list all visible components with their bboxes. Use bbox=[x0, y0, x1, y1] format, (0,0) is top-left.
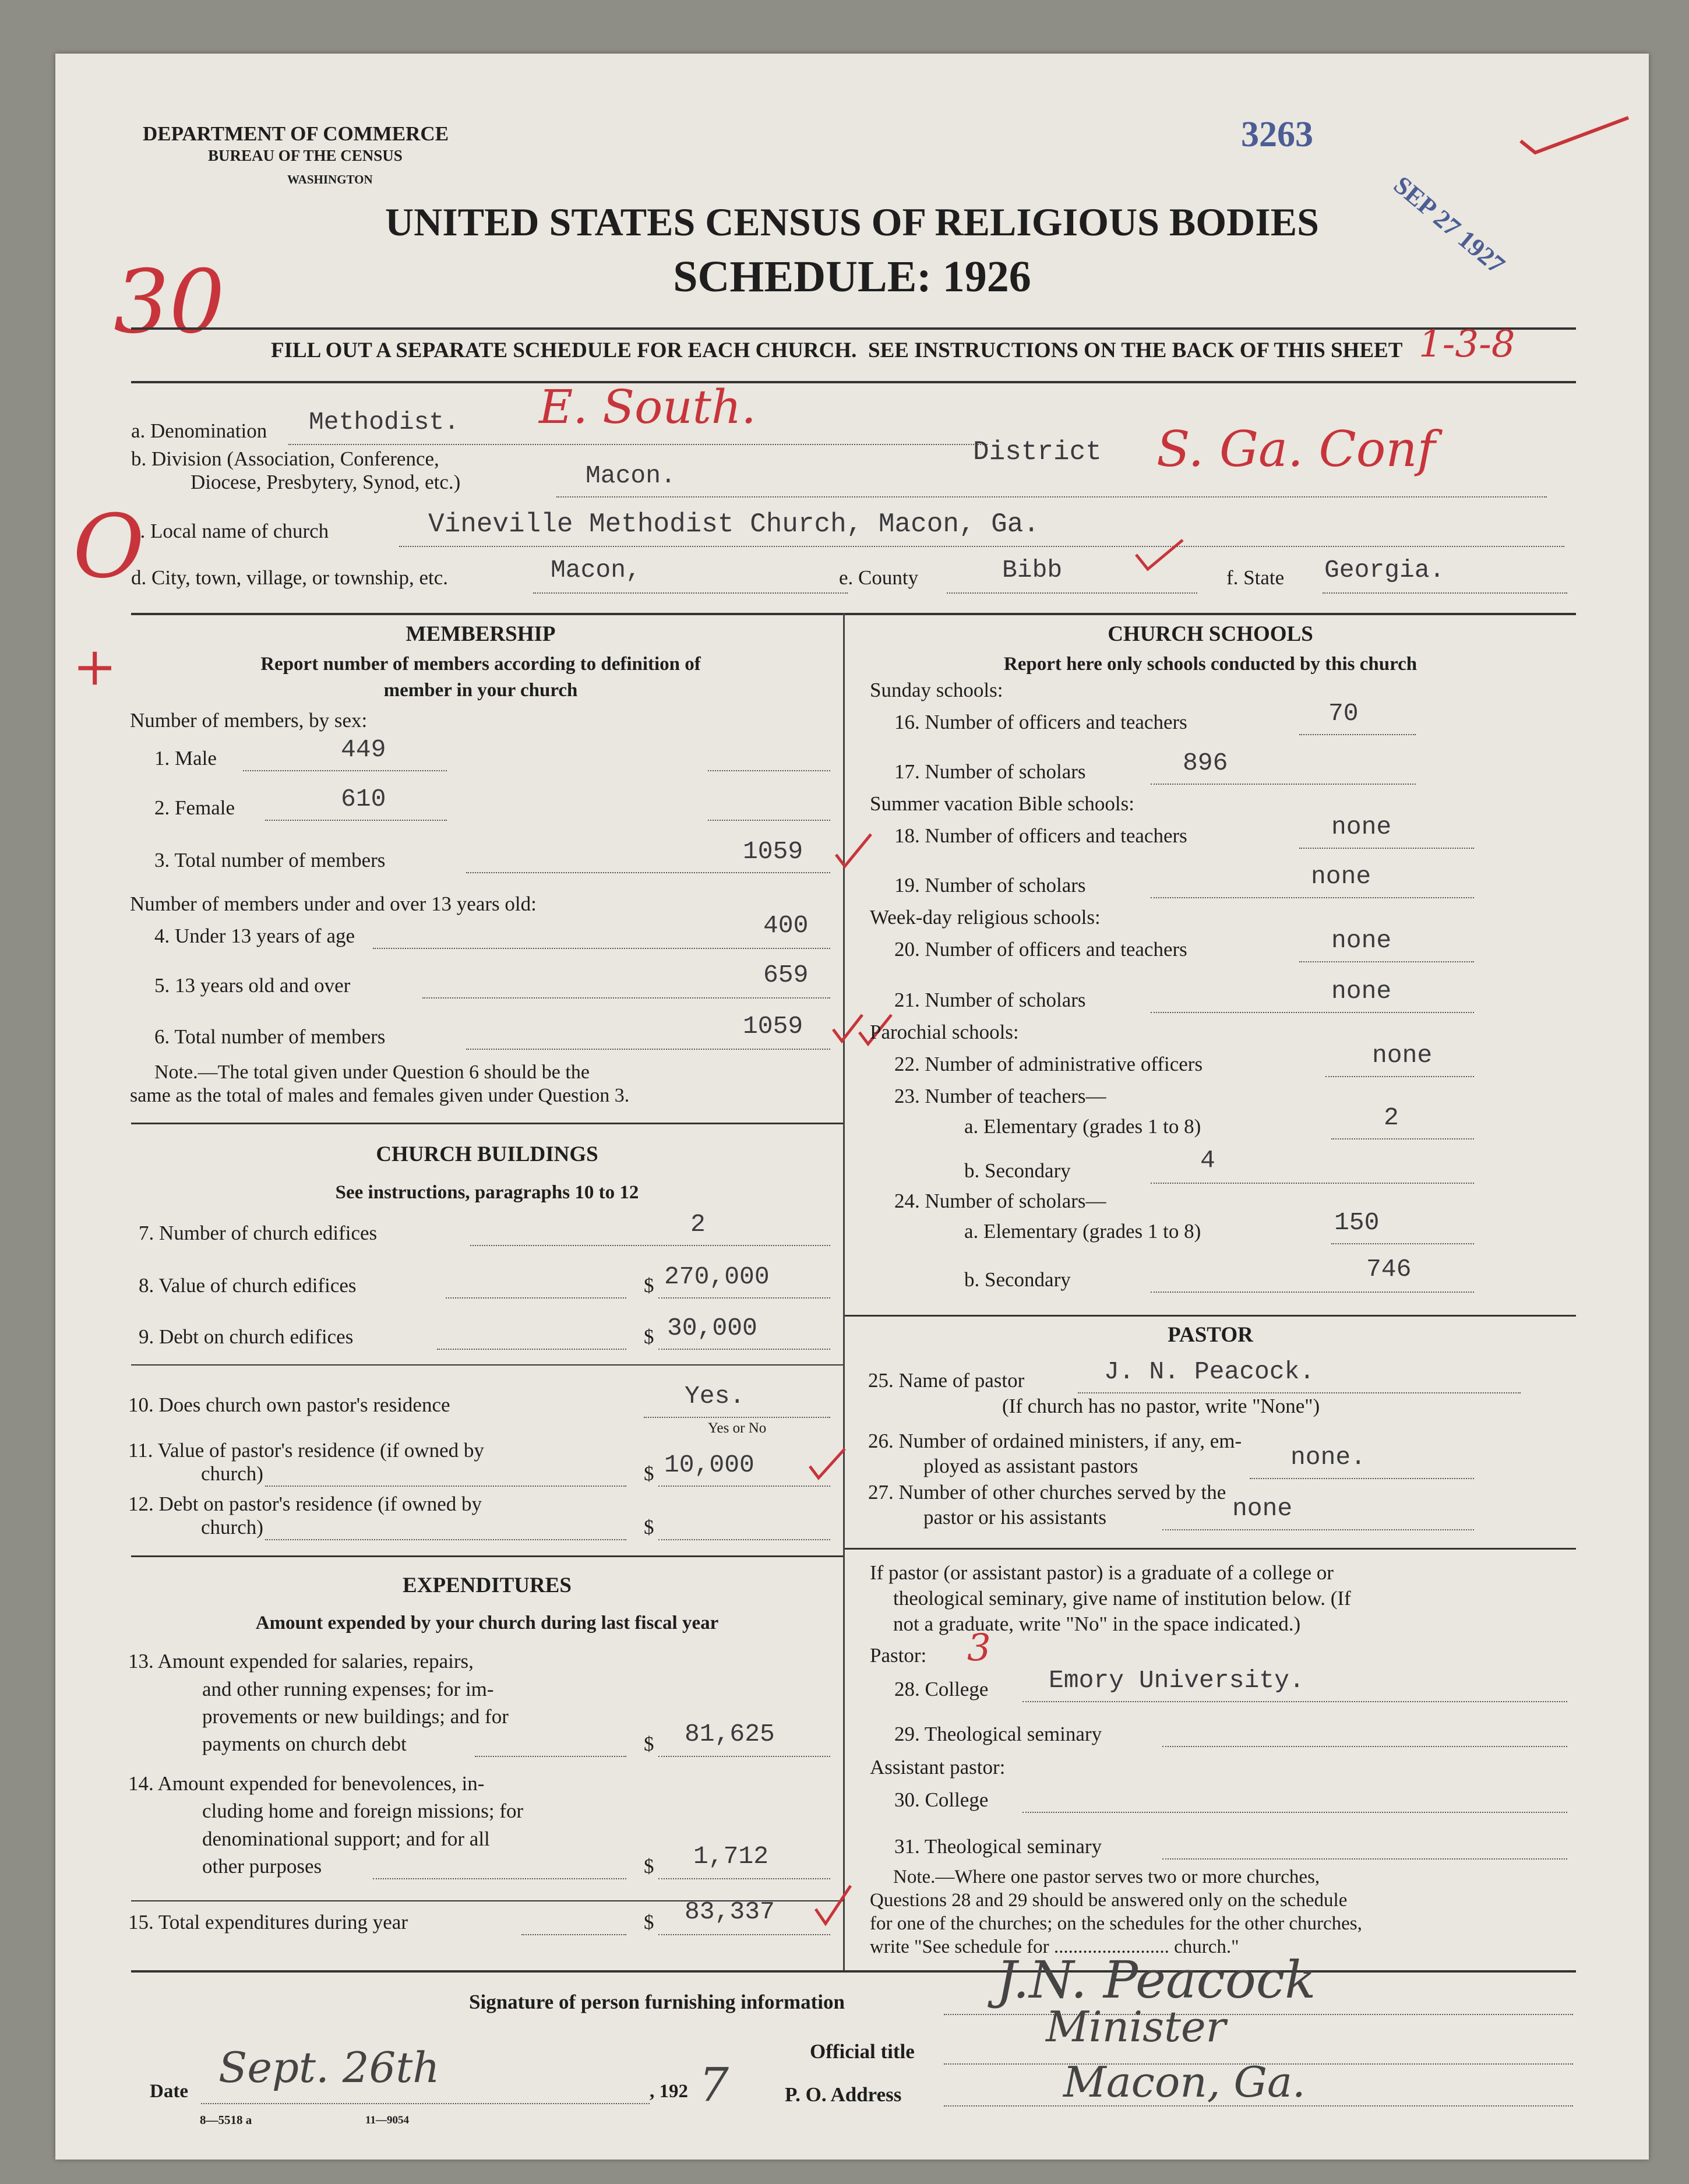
q25-label: 25. Name of pastor bbox=[868, 1369, 1025, 1392]
bureau-label: BUREAU OF THE CENSUS bbox=[208, 147, 403, 164]
q14-line-3: denominational support; and for all bbox=[202, 1827, 490, 1850]
q25-line bbox=[1078, 1392, 1521, 1393]
q13-line-4: payments on church debt bbox=[202, 1733, 407, 1755]
q18-label: 18. Number of officers and teachers bbox=[894, 824, 1187, 847]
division-label-2: Diocese, Presbytery, Synod, etc.) bbox=[191, 471, 461, 493]
q19-label: 19. Number of scholars bbox=[894, 874, 1086, 897]
q8-label: 8. Value of church edifices bbox=[139, 1274, 357, 1297]
q30-label: 30. College bbox=[894, 1788, 989, 1811]
q14-line bbox=[373, 1878, 626, 1879]
q27-line bbox=[1162, 1529, 1474, 1530]
q24a-label: a. Elementary (grades 1 to 8) bbox=[964, 1220, 1201, 1243]
q5-label: 5. 13 years old and over bbox=[154, 974, 351, 997]
county-line bbox=[947, 592, 1197, 594]
q12-line bbox=[265, 1539, 626, 1540]
q3-value: 1059 bbox=[743, 837, 803, 866]
county-value: Bibb bbox=[1002, 556, 1063, 584]
denomination-handwritten: E. South. bbox=[539, 380, 756, 434]
denomination-value: Methodist. bbox=[309, 408, 460, 436]
division-value: Macon. bbox=[586, 461, 676, 490]
q11-check-icon bbox=[807, 1446, 848, 1487]
q12-amount-line bbox=[658, 1539, 830, 1540]
q23b-line bbox=[1151, 1183, 1474, 1184]
district-value: District bbox=[973, 437, 1102, 467]
q23a-value: 2 bbox=[1384, 1103, 1399, 1132]
buildings-sub: See instructions, paragraphs 10 to 12 bbox=[335, 1182, 639, 1203]
q9-value: 30,000 bbox=[667, 1314, 757, 1342]
q16-label: 16. Number of officers and teachers bbox=[894, 711, 1187, 733]
q6-value: 1059 bbox=[743, 1012, 803, 1040]
print-number: 11—9054 bbox=[365, 2114, 409, 2126]
q11-label-1: 11. Value of pastor's residence (if owned by bbox=[128, 1439, 484, 1462]
q11-amount-line bbox=[658, 1486, 830, 1487]
pastor-note-1: Note.—Where one pastor serves two or more churches, bbox=[893, 1867, 1320, 1887]
signature-line bbox=[944, 2014, 1573, 2015]
q3-line bbox=[466, 872, 830, 873]
q24a-line bbox=[1331, 1243, 1474, 1244]
q13-line bbox=[475, 1756, 626, 1757]
form-title: UNITED STATES CENSUS OF RELIGIOUS BODIES bbox=[385, 200, 1319, 244]
pastor-handwritten-mark: 3 bbox=[967, 1626, 991, 1670]
q24a-value: 150 bbox=[1334, 1208, 1380, 1237]
handwritten-30: 30 bbox=[114, 252, 225, 353]
pastor-rule-1 bbox=[845, 1548, 1576, 1550]
buildings-rule-1 bbox=[131, 1364, 843, 1366]
see-instructions-note: SEE INSTRUCTIONS ON THE BACK OF THIS SHEET bbox=[868, 338, 1403, 362]
q25-hint: (If church has no pastor, write "None") bbox=[1002, 1395, 1320, 1417]
q20-line bbox=[1299, 961, 1474, 962]
q1-label: 1. Male bbox=[154, 747, 217, 770]
q16-value: 70 bbox=[1328, 699, 1359, 728]
q24-label: 24. Number of scholars— bbox=[894, 1190, 1106, 1212]
q27-value: none bbox=[1232, 1494, 1293, 1523]
q14-line-1: 14. Amount expended for benevolences, in- bbox=[128, 1772, 485, 1795]
form-number: 8—5518 a bbox=[200, 2113, 252, 2127]
q23b-label: b. Secondary bbox=[964, 1159, 1071, 1182]
date-value: Sept. 26th bbox=[218, 2043, 440, 2092]
q18-line bbox=[1299, 848, 1474, 849]
q21-label: 21. Number of scholars bbox=[894, 989, 1086, 1011]
census-form bbox=[55, 54, 1649, 2160]
q1-value: 449 bbox=[341, 735, 386, 764]
q11-value: 10,000 bbox=[664, 1451, 754, 1479]
po-address-value: Macon, Ga. bbox=[1063, 2058, 1306, 2107]
pastor-note-4: write "See schedule for ........................ church." bbox=[870, 1936, 1239, 1957]
q1-total-line bbox=[708, 770, 830, 771]
church-name-label: c. Local name of church bbox=[131, 520, 329, 542]
q2-total-line bbox=[708, 820, 830, 821]
q20-value: none bbox=[1331, 926, 1392, 955]
q29-label: 29. Theological seminary bbox=[894, 1723, 1102, 1745]
denomination-line bbox=[288, 444, 988, 445]
q8-line bbox=[446, 1297, 626, 1299]
q7-value: 2 bbox=[690, 1210, 706, 1239]
q13-line-2: and other running expenses; for im- bbox=[202, 1678, 494, 1700]
q17-line bbox=[1151, 784, 1416, 785]
q10-line bbox=[644, 1417, 830, 1418]
po-address-label: P. O. Address bbox=[785, 2083, 902, 2106]
q13-line-3: provements or new buildings; and for bbox=[202, 1705, 509, 1728]
q15-check-icon bbox=[813, 1883, 854, 1929]
q21-value: none bbox=[1331, 977, 1392, 1005]
q15-label: 15. Total expenditures during year bbox=[128, 1911, 408, 1934]
assistant-pastor-label: Assistant pastor: bbox=[870, 1756, 1006, 1779]
q6-line bbox=[466, 1049, 830, 1050]
signature-label: Signature of person furnishing information bbox=[469, 1991, 845, 2013]
q30-line bbox=[1022, 1812, 1567, 1813]
q26-line bbox=[1250, 1478, 1474, 1479]
city-label: d. City, town, village, or township, etc. bbox=[131, 566, 449, 589]
q9-line bbox=[437, 1349, 626, 1350]
state-line bbox=[1323, 592, 1567, 594]
q23a-line bbox=[1331, 1138, 1474, 1139]
city-label: WASHINGTON bbox=[287, 172, 373, 186]
state-value: Georgia. bbox=[1324, 556, 1445, 584]
q15-line bbox=[521, 1934, 626, 1935]
parochial-schools-label: Parochial schools: bbox=[870, 1021, 1019, 1043]
official-title-label: Official title bbox=[810, 2040, 915, 2063]
q8-amount-line bbox=[658, 1297, 830, 1299]
q13-amount-line bbox=[658, 1756, 830, 1757]
received-date-stamp: SEP 27 1927 bbox=[1388, 170, 1511, 280]
graduate-note-3: not a graduate, write "No" in the space indicated.) bbox=[893, 1613, 1301, 1635]
handwritten-margin-mark: O bbox=[73, 496, 144, 598]
q9-dollar: $ bbox=[644, 1325, 654, 1348]
q13-value: 81,625 bbox=[685, 1720, 775, 1748]
state-label: f. State bbox=[1226, 566, 1285, 589]
q4-value: 400 bbox=[763, 911, 809, 940]
q26-label-1: 26. Number of ordained ministers, if any, em- bbox=[868, 1430, 1242, 1452]
section-rule bbox=[131, 613, 1576, 615]
county-check-icon bbox=[1133, 537, 1186, 578]
q25-value: J. N. Peacock. bbox=[1104, 1357, 1315, 1386]
q26-label-2: ployed as assistant pastors bbox=[923, 1455, 1138, 1477]
q28-value: Emory University. bbox=[1049, 1666, 1304, 1695]
department-label: DEPARTMENT OF COMMERCE bbox=[143, 122, 449, 145]
q26-value: none. bbox=[1290, 1443, 1366, 1472]
q4-label: 4. Under 13 years of age bbox=[154, 925, 355, 947]
q11-line bbox=[265, 1486, 626, 1487]
schools-sub: Report here only schools conducted by this church bbox=[1003, 654, 1418, 675]
schools-heading: CHURCH SCHOOLS bbox=[1108, 622, 1313, 646]
members-by-sex-label: Number of members, by sex: bbox=[130, 709, 368, 732]
q23-label: 23. Number of teachers— bbox=[894, 1085, 1106, 1107]
q11-label-2: church) bbox=[201, 1462, 263, 1485]
pastor-heading: PASTOR bbox=[1168, 1323, 1253, 1347]
q4-line bbox=[373, 948, 830, 949]
q12-dollar: $ bbox=[644, 1516, 654, 1539]
schedule-title: SCHEDULE: 1926 bbox=[673, 252, 1031, 301]
q31-line bbox=[1162, 1858, 1567, 1860]
q19-line bbox=[1151, 897, 1474, 898]
city-line bbox=[533, 592, 848, 594]
q28-label: 28. College bbox=[894, 1678, 989, 1700]
q3-label: 3. Total number of members bbox=[154, 849, 386, 872]
q31-label: 31. Theological seminary bbox=[894, 1835, 1102, 1858]
pastor-note-2: Questions 28 and 29 should be answered only on the schedule bbox=[870, 1890, 1348, 1911]
q24b-line bbox=[1151, 1292, 1474, 1293]
church-name-line bbox=[399, 546, 1564, 547]
under-over-label: Number of members under and over 13 years old: bbox=[130, 892, 537, 915]
q22-label: 22. Number of administrative officers bbox=[894, 1053, 1203, 1075]
q7-label: 7. Number of church edifices bbox=[139, 1222, 378, 1244]
q2-line bbox=[265, 820, 447, 821]
expenditures-sub: Amount expended by your church during last fiscal year bbox=[255, 1613, 719, 1633]
q10-hint: Yes or No bbox=[708, 1420, 767, 1436]
q22-line bbox=[1325, 1076, 1474, 1077]
q16-line bbox=[1299, 734, 1416, 735]
membership-note-2: same as the total of males and females given under Question 3. bbox=[130, 1085, 630, 1106]
footer-rule bbox=[131, 1970, 1576, 1973]
date-label: Date bbox=[150, 2081, 188, 2102]
q5-value: 659 bbox=[763, 961, 809, 989]
q11-dollar: $ bbox=[644, 1462, 654, 1485]
q27-label-2: pastor or his assistants bbox=[923, 1506, 1107, 1529]
pastor-label: Pastor: bbox=[870, 1644, 927, 1667]
summer-schools-label: Summer vacation Bible schools: bbox=[870, 792, 1134, 815]
q2-label: 2. Female bbox=[154, 796, 235, 819]
q9-amount-line bbox=[658, 1349, 830, 1350]
q13-line-1: 13. Amount expended for salaries, repairs, bbox=[128, 1650, 474, 1673]
q29-line bbox=[1162, 1746, 1567, 1747]
church-name-value: Vineville Methodist Church, Macon, Ga. bbox=[428, 509, 1039, 539]
signature-value: J.N. Peacock bbox=[996, 1950, 1316, 2010]
q15-amount-line bbox=[658, 1934, 830, 1935]
year-prefix: , 192 bbox=[650, 2081, 688, 2102]
handwritten-margin-mark-2: + bbox=[73, 636, 117, 697]
q22-value: none bbox=[1372, 1041, 1433, 1070]
q14-line-2: cluding home and foreign missions; for bbox=[202, 1800, 524, 1822]
q12-label-2: church) bbox=[201, 1516, 263, 1539]
division-handwritten: S. Ga. Conf bbox=[1156, 421, 1436, 478]
q8-value: 270,000 bbox=[664, 1262, 770, 1291]
q27-label-1: 27. Number of other churches served by the bbox=[868, 1481, 1226, 1504]
q1-line bbox=[243, 770, 447, 771]
q8-dollar: $ bbox=[644, 1274, 654, 1297]
q28-line bbox=[1022, 1701, 1567, 1702]
q15-value: 83,337 bbox=[685, 1897, 775, 1926]
schools-rule bbox=[845, 1315, 1576, 1317]
expenditures-heading: EXPENDITURES bbox=[403, 1573, 572, 1597]
column-divider bbox=[843, 613, 845, 1970]
q19-value: none bbox=[1311, 862, 1371, 891]
serial-number: 3263 bbox=[1241, 115, 1313, 154]
graduate-note-2: theological seminary, give name of institution below. (If bbox=[893, 1587, 1351, 1610]
q17-label: 17. Number of scholars bbox=[894, 760, 1086, 783]
membership-note-1: Note.—The total given under Question 6 should be the bbox=[154, 1061, 590, 1083]
q10-label: 10. Does church own pastor's residence bbox=[128, 1393, 450, 1416]
pastor-note-3: for one of the churches; on the schedules for the other churches, bbox=[870, 1913, 1362, 1934]
denomination-label: a. Denomination bbox=[131, 419, 267, 442]
division-line bbox=[556, 496, 1547, 498]
date-line bbox=[201, 2103, 650, 2104]
buildings-heading: CHURCH BUILDINGS bbox=[376, 1142, 598, 1166]
q6-label: 6. Total number of members bbox=[154, 1025, 386, 1048]
q14-amount-line bbox=[658, 1878, 830, 1879]
membership-heading: MEMBERSHIP bbox=[405, 622, 556, 646]
check-mark-icon bbox=[1518, 112, 1634, 158]
q9-label: 9. Debt on church edifices bbox=[139, 1325, 354, 1348]
weekday-schools-label: Week-day religious schools: bbox=[870, 906, 1101, 929]
q21-line bbox=[1151, 1012, 1474, 1013]
fill-out-note: FILL OUT A SEPARATE SCHEDULE FOR EACH CHURCH. bbox=[271, 338, 857, 362]
division-label-1: b. Division (Association, Conference, bbox=[131, 447, 439, 470]
handwritten-code: 1-3-8 bbox=[1419, 323, 1515, 366]
q12-label-1: 12. Debt on pastor's residence (if owned by bbox=[128, 1493, 482, 1515]
q20-label: 20. Number of officers and teachers bbox=[894, 938, 1187, 961]
year-digit: 7 bbox=[699, 2058, 729, 2112]
buildings-rule-2 bbox=[131, 1555, 843, 1557]
q7-line bbox=[470, 1245, 830, 1246]
q24b-label: b. Secondary bbox=[964, 1268, 1071, 1291]
q14-dollar: $ bbox=[644, 1855, 654, 1878]
subheader-rule bbox=[131, 381, 1576, 383]
q23b-value: 4 bbox=[1200, 1146, 1215, 1174]
q2-value: 610 bbox=[341, 785, 386, 813]
membership-rule bbox=[131, 1123, 843, 1124]
q18-value: none bbox=[1331, 813, 1392, 841]
membership-sub-2: member in your church bbox=[383, 680, 578, 701]
membership-sub-1: Report number of members according to definition of bbox=[260, 654, 701, 675]
q17-value: 896 bbox=[1183, 749, 1228, 777]
sunday-schools-label: Sunday schools: bbox=[870, 679, 1003, 701]
graduate-note-1: If pastor (or assistant pastor) is a graduate of a college or bbox=[870, 1561, 1334, 1584]
q14-line-4: other purposes bbox=[202, 1855, 322, 1878]
city-value: Macon, bbox=[551, 556, 641, 584]
header-rule bbox=[131, 327, 1576, 330]
q13-dollar: $ bbox=[644, 1733, 654, 1755]
q15-dollar: $ bbox=[644, 1911, 654, 1934]
q23a-label: a. Elementary (grades 1 to 8) bbox=[964, 1115, 1201, 1138]
q5-line bbox=[422, 997, 830, 998]
official-title-value: Minister bbox=[1046, 2002, 1226, 2051]
q14-value: 1,712 bbox=[693, 1842, 769, 1871]
q3-check-icon bbox=[833, 831, 874, 872]
q24b-value: 746 bbox=[1366, 1255, 1412, 1283]
q10-value: Yes. bbox=[685, 1382, 745, 1410]
county-label: e. County bbox=[839, 566, 919, 589]
